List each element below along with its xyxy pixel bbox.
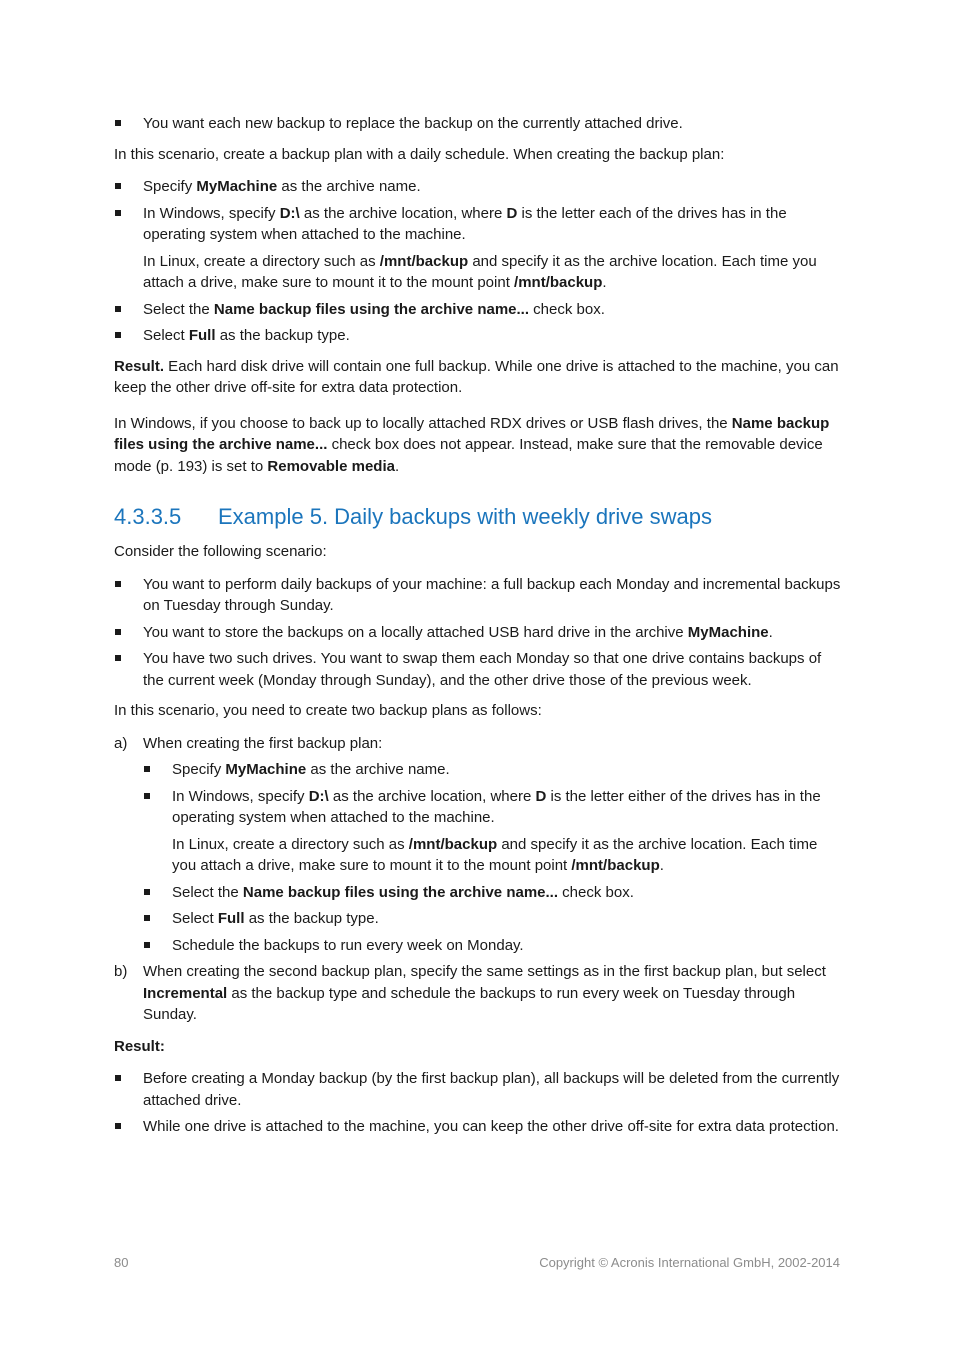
list-item: Schedule the backups to run every week on Monday. [143,935,842,957]
list-item: Select Full as the backup type. [114,325,842,347]
list-marker: b) [114,963,128,980]
list-item: In Windows, specify D:\ as the archive location, where D is the letter each of the drives has in the operating system when attached to the machine. In Linux, create a directory such as /mnt/backup and specify it as the archive location. Each time you attach a drive, make sure to mount it to the mount point /mnt/backup. [114,203,842,294]
consider-paragraph: Consider the following scenario: [114,543,327,560]
section-title: Example 5. Daily backups with weekly drive swaps [218,504,712,529]
windows-note-paragraph: In Windows, if you choose to back up to locally attached RDX drives or USB flash drives, the Name backup files using the archive name... check box does not appear. Instead, make sure that the removable device mode (p. 193) is set to Removable media. [114,414,830,475]
list-item-first-plan: a) When creating the first backup plan: Specify MyMachine as the archive name. In Windows, specify D:\ as the archive location, where D is the letter either of the drives has in the operating system when attached to the machine. In Linux, create a directory such as /mnt/backup and specify it as the archive location. Each time you attach a drive, make sure to mount it to the mount point /mnt/backup. Select the Name backup files using the archive name... check box. Select Full as the backup type. Schedule the backups to run every week on Monday. [114,733,842,957]
result-paragraph: Result. Each hard disk drive will contain one full backup. While one drive is attached to the machine, you can keep the other drive off-site for extra data protection. [114,357,839,396]
list-item: Select Full as the backup type. [143,908,842,930]
list-item-second-plan: b) When creating the second backup plan, specify the same settings as in the first backup plan, but select Incremental as the backup type and schedule the backups to run every week on Tuesday through Sunday. [114,963,826,1023]
scenario-paragraph: In this scenario, create a backup plan with a daily schedule. When creating the backup plan: [114,145,725,163]
list-item: While one drive is attached to the machine, you can keep the other drive off-site for extra data protection. [114,1116,842,1138]
result-list [114,1068,842,1138]
plans-list [114,733,842,1026]
intro-bullet-list [114,113,842,135]
plans-intro-paragraph: In this scenario, you need to create two backup plans as follows: [114,702,542,719]
list-item: You have two such drives. You want to swap them each Monday so that one drive contains backups of the current week (Monday through Sunday), and the other drive those of the previous week. [114,648,842,691]
document-page [114,113,842,1147]
result-label: Result: [114,1037,165,1055]
list-marker: a) [114,734,128,752]
steps-list [114,176,842,347]
list-item: You want to store the backups on a locally attached USB hard drive in the archive MyMachine. [114,622,842,644]
list-item: You want to perform daily backups of your machine: a full backup each Monday and incremental backups on Tuesday through Sunday. [114,574,842,617]
list-item: Select the Name backup files using the archive name... check box. [143,882,842,904]
list-item: Select the Name backup files using the archive name... check box. [114,299,842,321]
linux-note: In Linux, create a directory such as /mnt/backup and specify it as the archive location. Each time you attach a drive, make sure to mount it to the mount point /mnt/backup. [172,835,818,874]
scenario-list [114,574,842,692]
list-item: You want each new backup to replace the backup on the currently attached drive. [114,113,842,135]
page-number: 80 [114,1255,129,1270]
first-plan-steps [143,759,842,956]
linux-note: In Linux, create a directory such as /mnt/backup and specify it as the archive location. Each time you attach a drive, make sure to mount it to the mount point /mnt/backup. [143,252,817,291]
list-item: Specify MyMachine as the archive name. [143,759,842,781]
copyright-notice: Copyright © Acronis International GmbH, 2002-2014 [539,1255,840,1270]
section-number: 4.3.3.5 [114,504,182,529]
list-item: Specify MyMachine as the archive name. [114,176,842,198]
list-item: Before creating a Monday backup (by the first backup plan), all backups will be deleted from the currently attached drive. [114,1068,842,1111]
list-item: In Windows, specify D:\ as the archive location, where D is the letter either of the drives has in the operating system when attached to the machine. In Linux, create a directory such as /mnt/backup and specify it as the archive location. Each time you attach a drive, make sure to mount it to the mount point /mnt/backup. [143,786,842,877]
section-heading [114,503,842,531]
